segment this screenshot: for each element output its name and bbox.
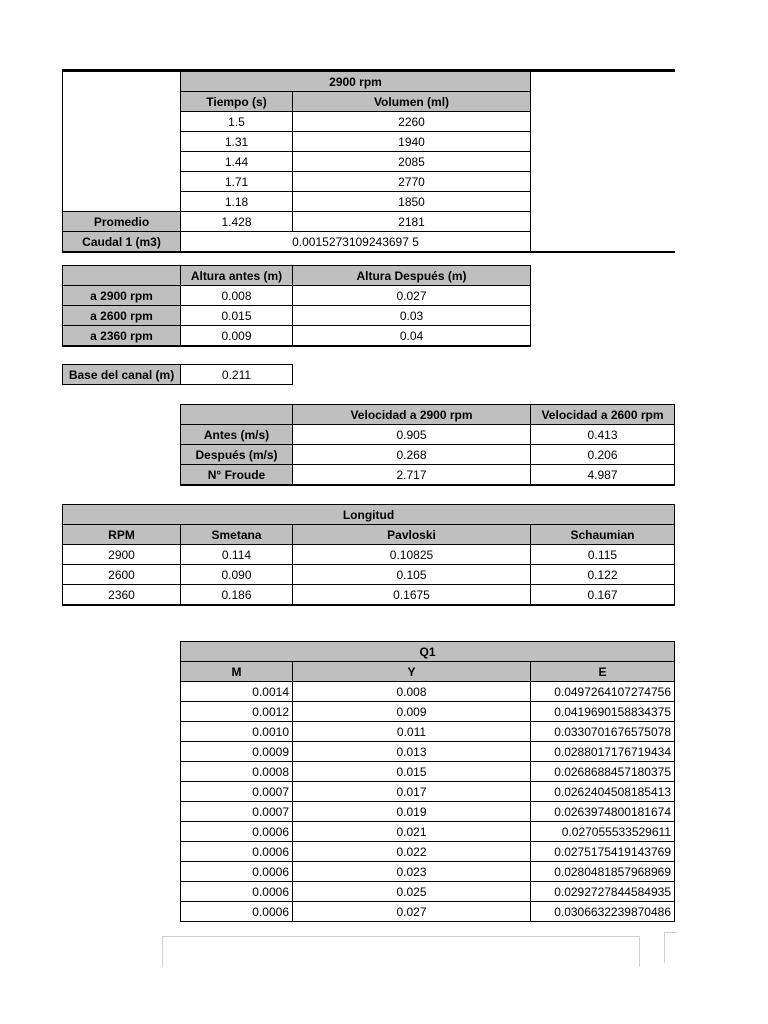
row-label: a 2360 rpm <box>63 326 181 347</box>
caudal-row <box>63 232 675 253</box>
v2600-cell: 0.413 <box>531 425 675 445</box>
bottom-frame <box>162 936 640 967</box>
col-after-header: Altura Después (m) <box>293 266 531 286</box>
table-row <box>181 822 675 842</box>
m-cell: 0.0007 <box>181 782 293 802</box>
v2900-cell: 0.905 <box>293 425 531 445</box>
before-cell: 0.008 <box>181 286 293 306</box>
smetana-cell: 0.114 <box>181 545 293 565</box>
m-cell: 0.0010 <box>181 722 293 742</box>
empty-header <box>181 405 293 425</box>
after-cell: 0.027 <box>293 286 531 306</box>
table-row <box>63 565 675 585</box>
table-row <box>181 902 675 922</box>
empty-header <box>63 266 181 286</box>
table-row <box>63 585 675 606</box>
table-row <box>181 722 675 742</box>
v2600-cell: 4.987 <box>531 465 675 486</box>
row-label: N° Froude <box>181 465 293 486</box>
longitud-table <box>62 504 675 606</box>
time-cell: 1.18 <box>181 192 293 212</box>
y-cell: 0.017 <box>293 782 531 802</box>
bottom-frame-right <box>664 932 677 963</box>
col-header: E <box>531 662 675 682</box>
empty-cell <box>63 71 181 92</box>
pavloski-cell: 0.1675 <box>293 585 531 606</box>
y-cell: 0.008 <box>293 682 531 702</box>
q1-table <box>180 641 675 922</box>
volume-cell: 2770 <box>293 172 531 192</box>
m-cell: 0.0007 <box>181 802 293 822</box>
table-row <box>181 842 675 862</box>
heights-table <box>62 265 531 347</box>
rpm-title: 2900 rpm <box>181 71 531 92</box>
e-cell: 0.0306632239870486 <box>531 902 675 922</box>
table-row <box>181 782 675 802</box>
col-time-header: Tiempo (s) <box>181 92 293 112</box>
m-cell: 0.0006 <box>181 822 293 842</box>
e-cell: 0.0268688457180375 <box>531 762 675 782</box>
before-cell: 0.009 <box>181 326 293 347</box>
empty-cell <box>63 92 181 112</box>
promedio-volume: 2181 <box>293 212 531 232</box>
row-label: Después (m/s) <box>181 445 293 465</box>
promedio-label: Promedio <box>63 212 181 232</box>
volume-cell: 1940 <box>293 132 531 152</box>
longitud-title: Longitud <box>63 505 675 525</box>
volume-cell: 2085 <box>293 152 531 172</box>
table-row <box>63 172 675 192</box>
q1-title: Q1 <box>181 642 675 662</box>
e-cell: 0.0263974800181674 <box>531 802 675 822</box>
e-cell: 0.0497264107274756 <box>531 682 675 702</box>
col-header: Schaumian <box>531 525 675 545</box>
rpm-cell: 2360 <box>63 585 181 606</box>
empty-cell <box>531 92 675 112</box>
time-cell: 1.5 <box>181 112 293 132</box>
y-cell: 0.015 <box>293 762 531 782</box>
before-cell: 0.015 <box>181 306 293 326</box>
e-cell: 0.0262404508185413 <box>531 782 675 802</box>
col-volume-header: Volumen (ml) <box>293 92 531 112</box>
m-cell: 0.0014 <box>181 682 293 702</box>
table-row <box>63 152 675 172</box>
table-row <box>181 862 675 882</box>
table-row <box>63 112 675 132</box>
pavloski-cell: 0.10825 <box>293 545 531 565</box>
m-cell: 0.0006 <box>181 862 293 882</box>
schaumian-cell: 0.115 <box>531 545 675 565</box>
v2900-cell: 0.268 <box>293 445 531 465</box>
after-cell: 0.03 <box>293 306 531 326</box>
table-row <box>63 545 675 565</box>
pavloski-cell: 0.105 <box>293 565 531 585</box>
table-row <box>63 192 675 212</box>
velocity-table <box>180 404 675 486</box>
time-cell: 1.44 <box>181 152 293 172</box>
table-row <box>63 326 531 347</box>
promedio-row <box>63 212 675 232</box>
table-row <box>181 682 675 702</box>
row-label: Antes (m/s) <box>181 425 293 445</box>
caudal-value: 0.0015273109243697 5 <box>181 232 531 253</box>
m-cell: 0.0009 <box>181 742 293 762</box>
table-row <box>63 286 531 306</box>
row-label: a 2600 rpm <box>63 306 181 326</box>
promedio-time: 1.428 <box>181 212 293 232</box>
table-row <box>181 445 675 465</box>
table-row <box>63 306 531 326</box>
e-cell: 0.0275175419143769 <box>531 842 675 862</box>
caudal-label: Caudal 1 (m3) <box>63 232 181 253</box>
col-header: RPM <box>63 525 181 545</box>
v2600-cell: 0.206 <box>531 445 675 465</box>
m-cell: 0.0006 <box>181 882 293 902</box>
y-cell: 0.021 <box>293 822 531 842</box>
table-row <box>63 132 675 152</box>
after-cell: 0.04 <box>293 326 531 347</box>
e-cell: 0.0419690158834375 <box>531 702 675 722</box>
smetana-cell: 0.186 <box>181 585 293 606</box>
table-row <box>181 882 675 902</box>
table-row <box>181 762 675 782</box>
table-row <box>181 702 675 722</box>
base-canal-value: 0.211 <box>181 365 293 385</box>
y-cell: 0.019 <box>293 802 531 822</box>
col-2900-header: Velocidad a 2900 rpm <box>293 405 531 425</box>
y-cell: 0.027 <box>293 902 531 922</box>
e-cell: 0.027055533529611 <box>531 822 675 842</box>
e-cell: 0.0330701676575078 <box>531 722 675 742</box>
table-row <box>181 802 675 822</box>
e-cell: 0.0292727844584935 <box>531 882 675 902</box>
volume-cell: 1850 <box>293 192 531 212</box>
m-cell: 0.0006 <box>181 902 293 922</box>
rpm-cell: 2900 <box>63 545 181 565</box>
v2900-cell: 2.717 <box>293 465 531 486</box>
schaumian-cell: 0.167 <box>531 585 675 606</box>
m-cell: 0.0008 <box>181 762 293 782</box>
y-cell: 0.025 <box>293 882 531 902</box>
col-header: Pavloski <box>293 525 531 545</box>
y-cell: 0.009 <box>293 702 531 722</box>
time-cell: 1.31 <box>181 132 293 152</box>
m-cell: 0.0012 <box>181 702 293 722</box>
col-before-header: Altura antes (m) <box>181 266 293 286</box>
e-cell: 0.0280481857968969 <box>531 862 675 882</box>
base-canal-table <box>62 364 293 385</box>
row-label: a 2900 rpm <box>63 286 181 306</box>
table-row <box>181 425 675 445</box>
smetana-cell: 0.090 <box>181 565 293 585</box>
col-header: Y <box>293 662 531 682</box>
table-row <box>181 465 675 486</box>
table-row <box>181 742 675 762</box>
col-header: Smetana <box>181 525 293 545</box>
time-cell: 1.71 <box>181 172 293 192</box>
rpm-2900-table <box>62 69 675 253</box>
y-cell: 0.023 <box>293 862 531 882</box>
m-cell: 0.0006 <box>181 842 293 862</box>
volume-cell: 2260 <box>293 112 531 132</box>
e-cell: 0.0288017176719434 <box>531 742 675 762</box>
col-2600-header: Velocidad a 2600 rpm <box>531 405 675 425</box>
col-header: M <box>181 662 293 682</box>
y-cell: 0.011 <box>293 722 531 742</box>
schaumian-cell: 0.122 <box>531 565 675 585</box>
y-cell: 0.022 <box>293 842 531 862</box>
base-canal-label: Base del canal (m) <box>63 365 181 385</box>
y-cell: 0.013 <box>293 742 531 762</box>
empty-cell <box>531 71 675 92</box>
rpm-cell: 2600 <box>63 565 181 585</box>
